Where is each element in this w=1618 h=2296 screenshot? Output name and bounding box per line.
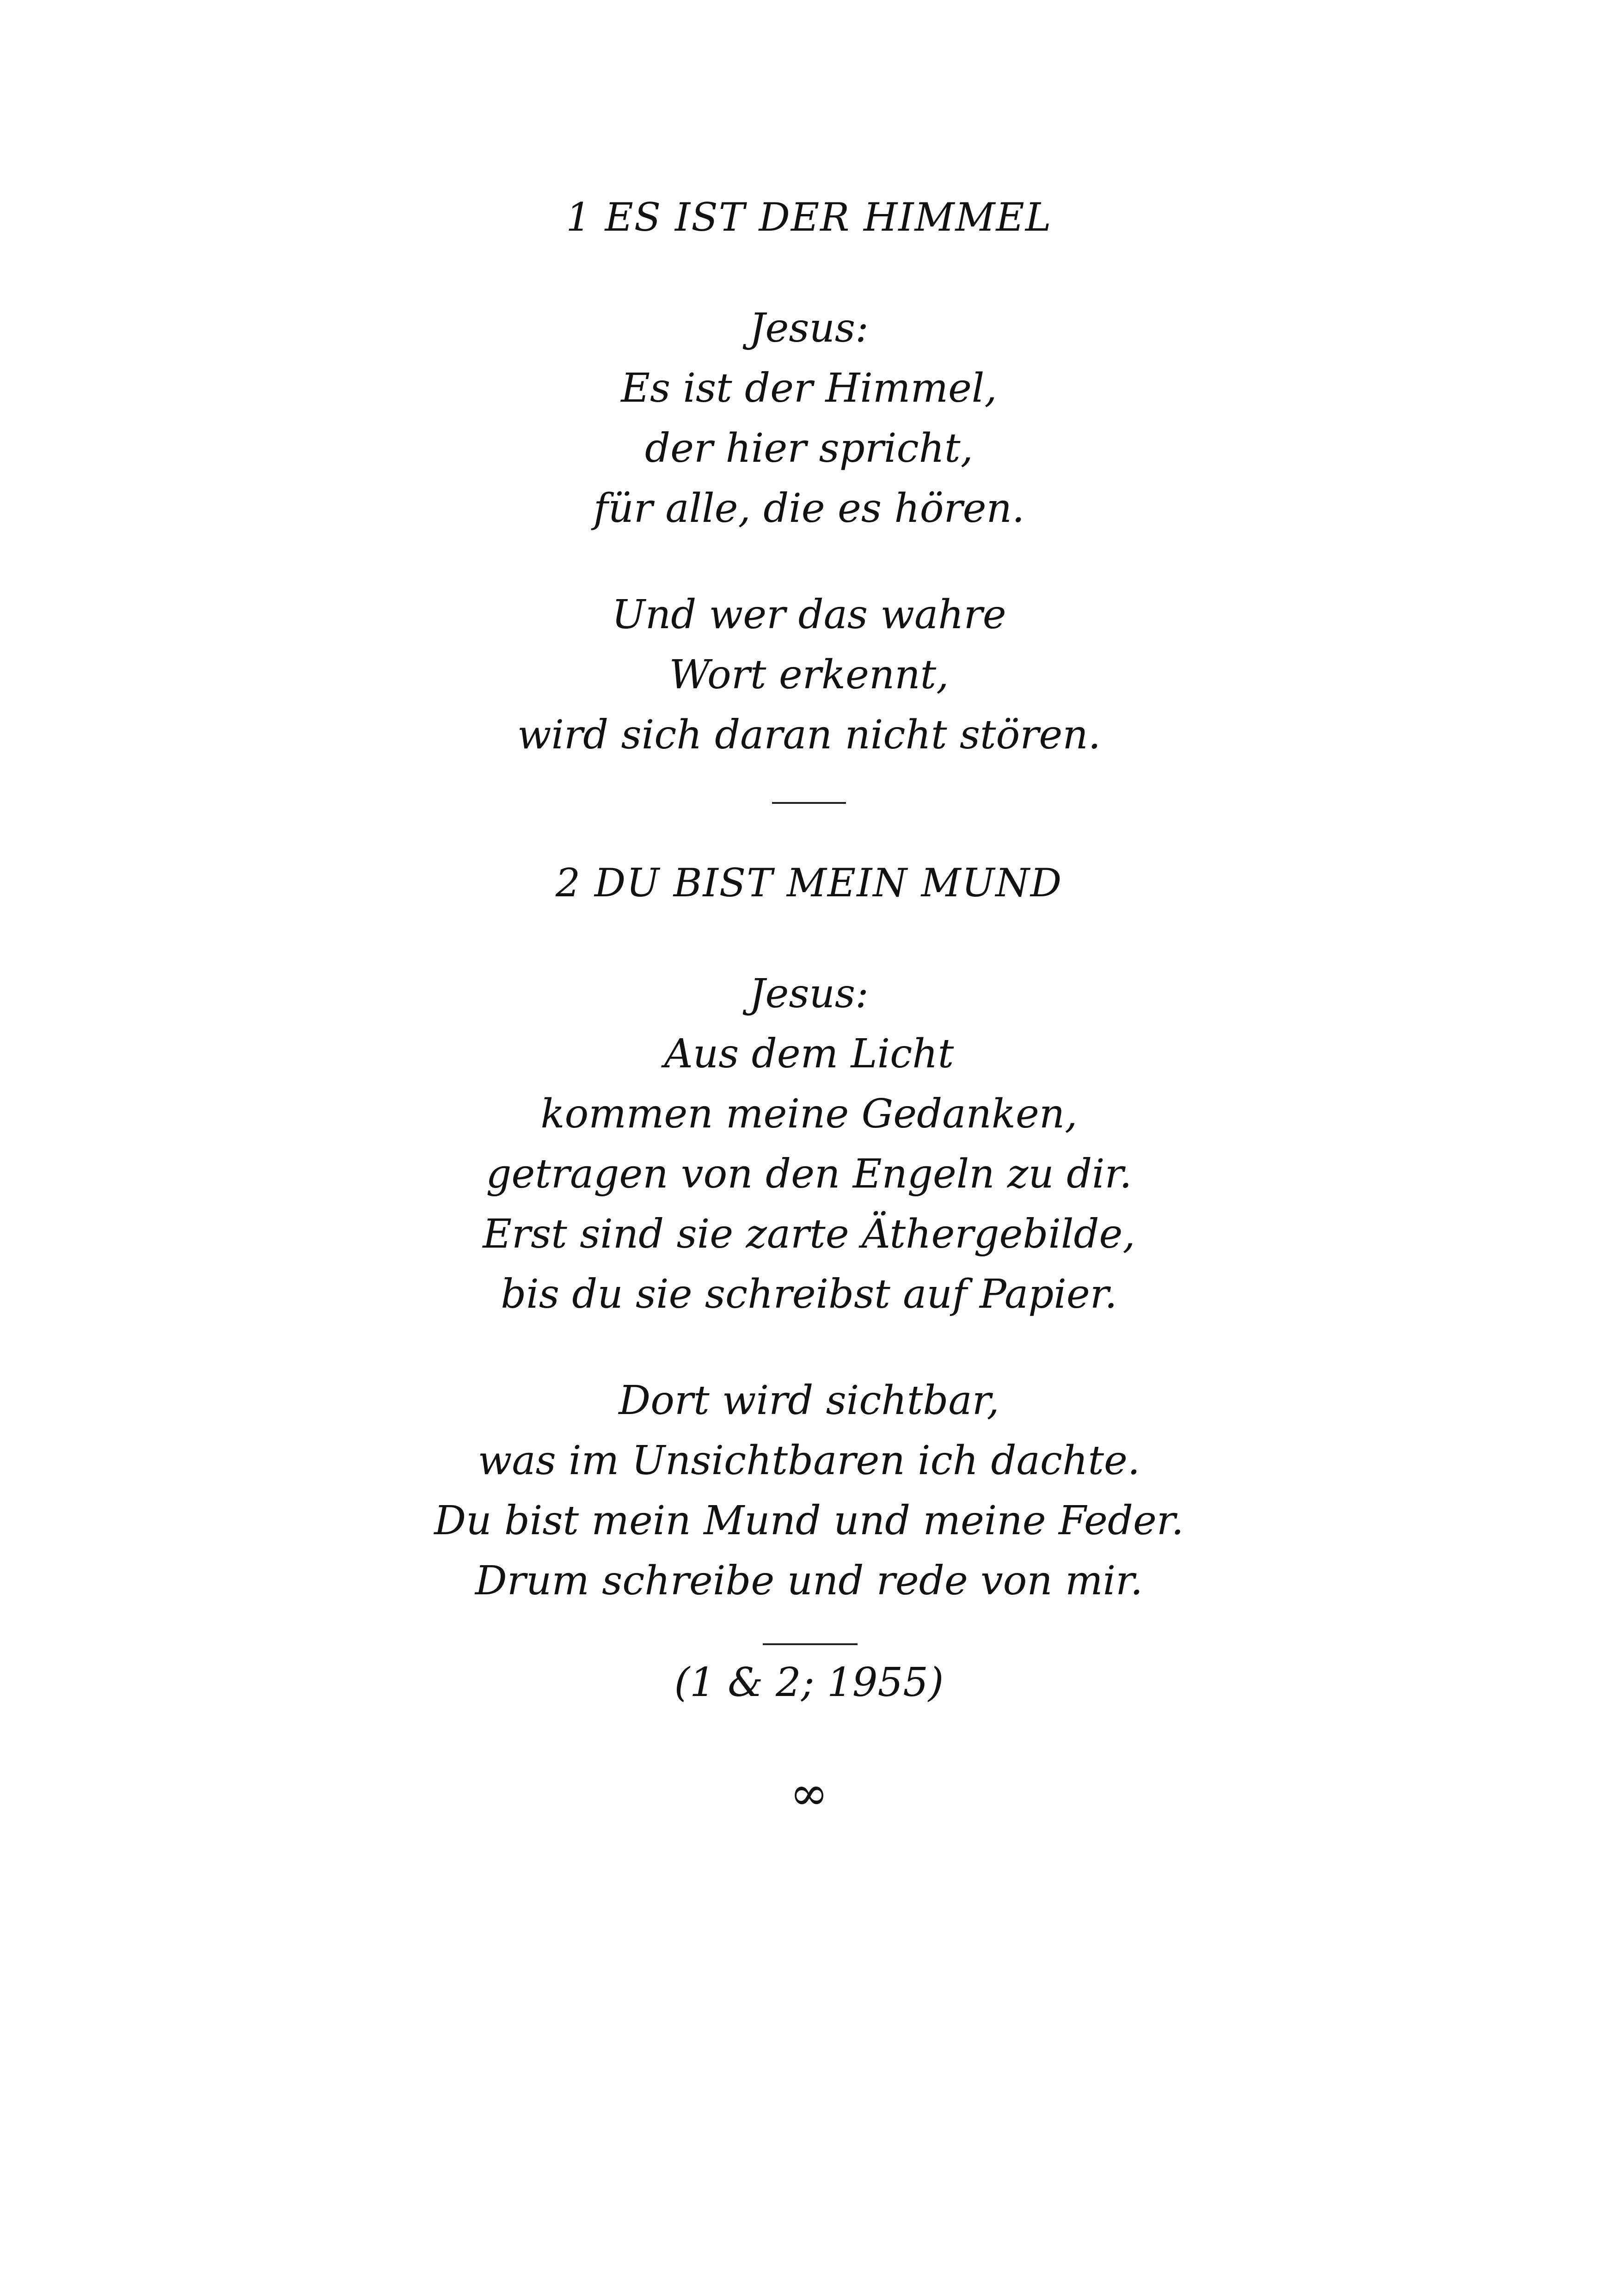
poem1-title: 1 ES IST DER HIMMEL <box>566 195 1052 240</box>
poem2-speaker: Jesus: <box>749 971 869 1017</box>
poem1-speaker: Jesus: <box>749 305 869 351</box>
poem2-stanza2-line: Dort wird sichtbar, <box>619 1378 999 1424</box>
poem1-stanza1-line: der hier spricht, <box>645 425 973 471</box>
date-note: (1 & 2; 1955) <box>674 1659 944 1706</box>
poem2-stanza1-line: getragen von den Engeln zu dir. <box>486 1151 1132 1197</box>
poem2-stanza2-line: Drum schreibe und rede von mir. <box>475 1558 1143 1604</box>
poem1-stanza2-line: Und wer das wahre <box>612 592 1006 638</box>
poem2-stanza2-line: was im Unsichtbaren ich dachte. <box>478 1438 1140 1484</box>
poem2-stanza1-line: Erst sind sie zarte Äthergebilde, <box>483 1211 1135 1257</box>
poem2-stanza1-line: bis du sie schreibst auf Papier. <box>501 1271 1117 1317</box>
closing-divider <box>763 1643 858 1645</box>
poem1-stanza1-line: Es ist der Himmel, <box>621 365 997 411</box>
poem1-stanza2-line: wird sich daran nicht stören. <box>517 712 1101 758</box>
poem2-stanza1-line: kommen meine Gedanken, <box>540 1091 1078 1137</box>
poem2-title: 2 DU BIST MEIN MUND <box>555 860 1063 906</box>
section-divider <box>772 802 846 804</box>
poem2-stanza1-line: Aus dem Licht <box>664 1031 954 1077</box>
poem1-stanza2-line: Wort erkennt, <box>669 652 949 698</box>
infinity-icon: ∞ <box>790 1766 828 1820</box>
poem2-stanza2-line: Du bist mein Mund und meine Feder. <box>434 1498 1184 1544</box>
poem1-stanza1-line: für alle, die es hören. <box>593 485 1025 532</box>
